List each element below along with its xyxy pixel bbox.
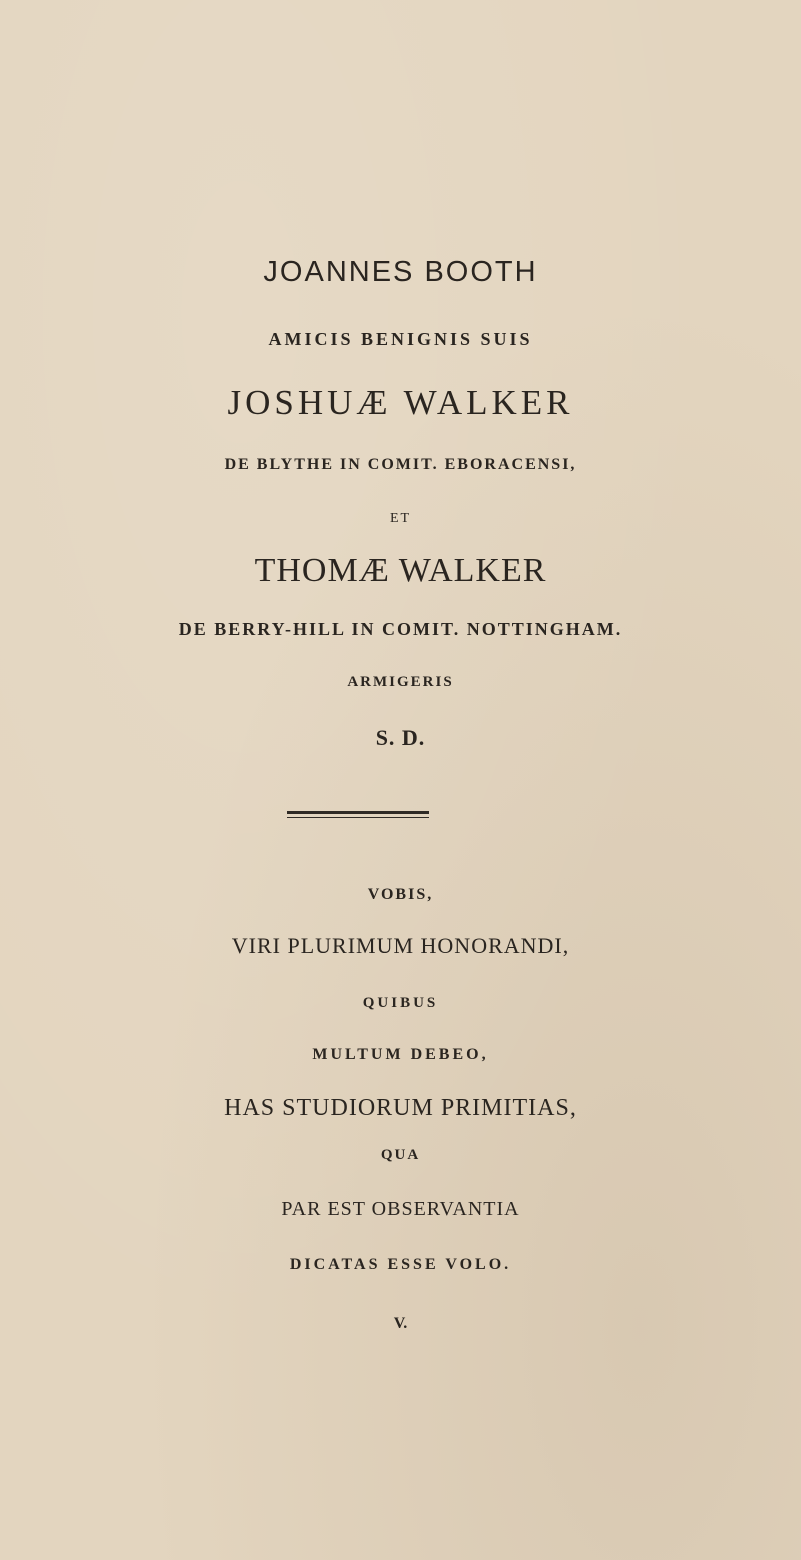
body-line-quibus: QUIBUS (362, 995, 439, 1011)
author-name: JOANNES BOOTH (263, 256, 538, 288)
recipient-1-name: JOSHUÆ WALKER (227, 383, 574, 422)
body-line-par: PAR EST OBSERVANTIA (281, 1198, 520, 1220)
signature-initial: V. (393, 1315, 408, 1332)
recipient-2-name: THOMÆ WALKER (254, 552, 547, 589)
body-line-has: HAS STUDIORUM PRIMITIAS, (224, 1095, 577, 1121)
body-line-viri: VIRI PLURIMUM HONORANDI, (231, 933, 570, 958)
body-line-vobis: VOBIS, (367, 886, 434, 903)
divider-rule-thick (287, 811, 429, 814)
divider-rule-thin (287, 817, 429, 818)
recipient-2-place: DE BERRY-HILL IN COMIT. NOTTINGHAM. (178, 619, 623, 639)
title-line: ARMIGERIS (347, 674, 454, 690)
body-line-multum: MULTUM DEBEO, (312, 1046, 489, 1063)
salutation: S. D. (375, 725, 426, 750)
addressed-to-line: AMICIS BENIGNIS SUIS (268, 329, 533, 349)
conjunction: ET (389, 511, 412, 526)
body-line-qua: QUA (380, 1147, 421, 1163)
body-line-dicatas: DICATAS ESSE VOLO. (289, 1256, 512, 1273)
recipient-1-place: DE BLYTHE IN COMIT. EBORACENSI, (224, 456, 577, 473)
